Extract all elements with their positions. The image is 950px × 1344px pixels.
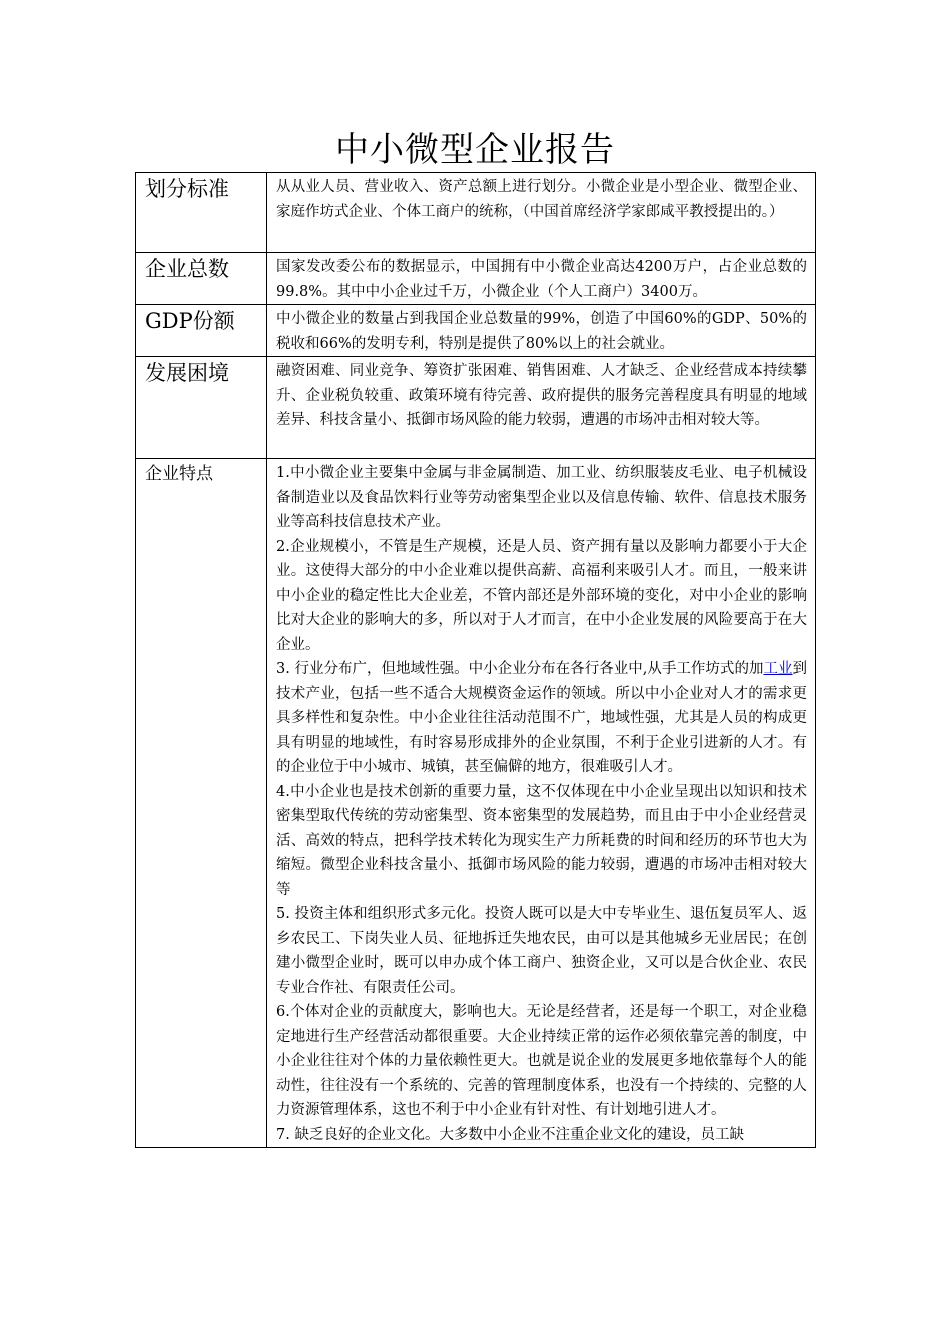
row-content: 中小微企业的数量占到我国企业总数量的99%，创造了中国60%的GDP、50%的税收和66%的发明专利，特别是提供了80%以上的社会就业。	[276, 311, 807, 352]
row-label-cell	[136, 357, 267, 459]
row-label-cell	[136, 305, 267, 357]
row-content: 融资困难、同业竞争、筹资扩张困难、销售困难、人才缺乏、企业经营成本持续攀升、企业税负较重、政策环境有待完善、政府提供的服务完善程度具有明显的地域差异、科技含量小、抵御市场风险的能力较弱，遭遇的市场冲击相对较大等。	[276, 363, 807, 428]
table-row	[136, 357, 816, 459]
row-content-cell	[267, 305, 816, 357]
row-content-cell	[267, 459, 816, 1148]
row-content: 国家发改委公布的数据显示，中国拥有中小微企业高达4200万户，占企业总数的99.8%。其中中小企业过千万，小微企业（个人工商户）3400万。	[276, 259, 807, 300]
row-label-cell	[136, 459, 267, 1148]
row-label: 企业总数	[145, 257, 229, 281]
industry-link[interactable]: 工业	[763, 661, 793, 677]
row-label-cell	[136, 173, 267, 253]
feature-item-7: 7. 缺乏良好的企业文化。大多数中小企业不注重企业文化的建设，员工缺	[276, 1126, 744, 1143]
table-row	[136, 305, 816, 357]
feature-item-2: 2.企业规模小，不管是生产规模，还是人员、资产拥有量以及影响力都要小于大企业。这使得大部分的中小企业难以提供高薪、高福利来吸引人才。而且，一般来讲中小企业的稳定性比大企业差，不管内部还是外部环境的变化，对中小企业的影响比对大企业的影响大的多，所以对于人才而言，在中小企业发展的风险要高于在大企业。	[276, 538, 807, 653]
page-title: 中小微型企业报告	[335, 130, 615, 170]
feature-item-3	[276, 657, 807, 780]
feature-item-3-text-after: 到技术产业，包括一些不适合大规模资金运作的领域。所以中小企业对人才的需求更具多样性和复杂性。中小企业往往活动范围不广，地域性强，尤其是人员的构成更具有明显的地域性，有时容易形成排外的企业氛围，不利于企业引进新的人才。有的企业位于中小城市、城镇，甚至偏僻的地方，很难吸引人才。	[276, 661, 807, 775]
row-label: GDP份额	[145, 309, 235, 333]
row-content: 从从业人员、营业收入、资产总额上进行划分。小微企业是小型企业、微型企业、家庭作坊式企业、个体工商户的统称，（中国首席经济学家郎咸平教授提出的。）	[276, 179, 807, 220]
table-row	[136, 173, 816, 253]
feature-item-3-text-before: 3. 行业分布广，但地域性强。中小企业分布在各行各业中,从手工作坊式的加	[276, 661, 764, 677]
table-row-features	[136, 459, 816, 1148]
row-label: 划分标准	[145, 177, 229, 201]
feature-item-4: 4.中小企业也是技术创新的重要力量，这不仅体现在中小企业呈现出以知识和技术密集型取代传统的劳动密集型、资本密集型的发展趋势，而且由于中小企业经营灵活、高效的特点，把科学技术转化为现实生产力所耗费的时间和经历的环节也大为缩短。微型企业科技含量小、抵御市场风险的能力较弱，遭遇的市场冲击相对较大等	[276, 783, 807, 898]
row-content-cell	[267, 357, 816, 459]
feature-item-5: 5. 投资主体和组织形式多元化。投资人既可以是大中专毕业生、退伍复员军人、返乡农民工、下岗失业人员、征地拆迁失地农民，由可以是其他城乡无业居民；在创建小微型企业时，既可以申办成个体工商户、独资企业，又可以是合伙企业、农民专业合作社、有限责任公司。	[276, 906, 807, 996]
report-table	[135, 172, 816, 1148]
row-label-cell	[136, 253, 267, 305]
row-label: 发展困境	[145, 361, 229, 385]
row-label: 企业特点	[145, 464, 213, 484]
row-content-cell	[267, 173, 816, 253]
table-row	[136, 253, 816, 305]
row-content-cell	[267, 253, 816, 305]
feature-item-6: 6.个体对企业的贡献度大，影响也大。无论是经营者，还是每一个职工，对企业稳定地进行生产经营活动都很重要。大企业持续正常的运作必须依靠完善的制度，中小企业往往对个体的力量依赖性更大。也就是说企业的发展更多地依靠每个人的能动性，往往没有一个系统的、完善的管理制度体系，也没有一个持续的、完整的人力资源管理体系，这也不利于中小企业有针对性、有计划地引进人才。	[276, 1004, 807, 1118]
feature-item-1: 1.中小微企业主要集中金属与非金属制造、加工业、纺织服装皮毛业、电子机械设备制造业以及食品饮料行业等劳动密集型企业以及信息传输、软件、信息技术服务业等高科技信息技术产业。	[276, 465, 807, 530]
